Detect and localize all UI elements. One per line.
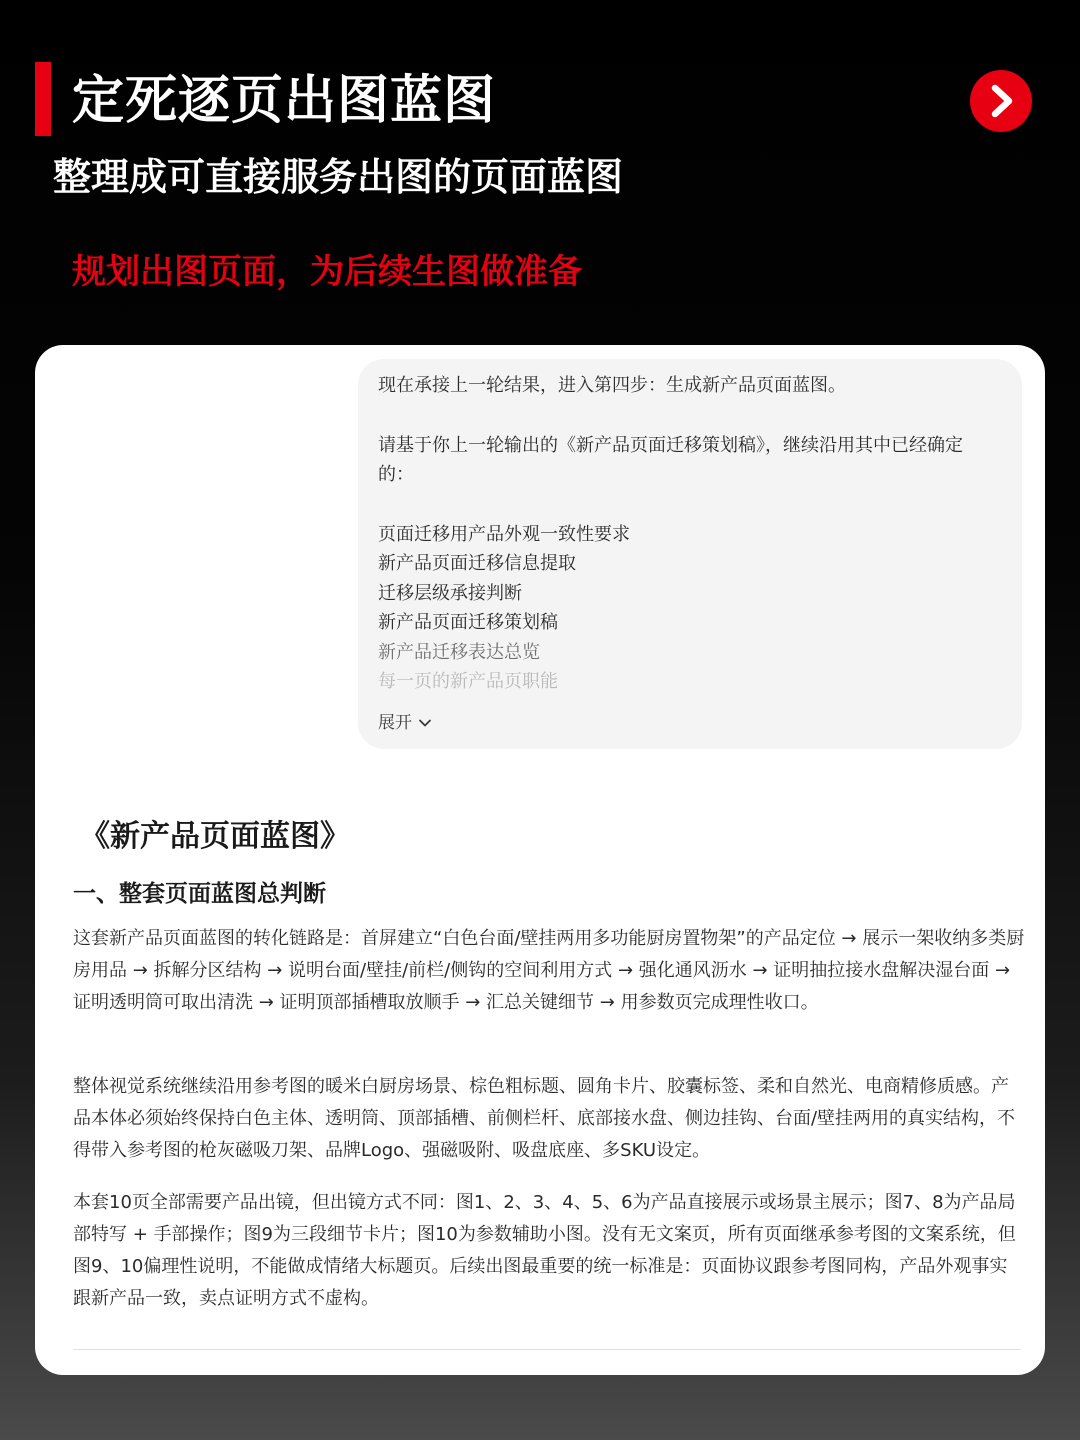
next-page-button[interactable] xyxy=(970,70,1032,132)
prompt-line: 新产品页面迁移策划稿 xyxy=(378,612,558,633)
body-paragraph: 这套新产品页面蓝图的转化链路是：首屏建立“白色台面/壁挂两用多功能厨房置物架”的产品定位 → 展示一架收纳多类厨房用品 → 拆解分区结构 → 说明台面/壁挂/前栏/侧钩的空间利用方式 → 强化通风沥水 → 证明抽拉接水盘解决湿台面 → 证明透明筒可取出清洗 → 证明顶部插槽取放顺手 → 汇总关键细节 → 用参数页完成理性收口。 xyxy=(73,928,1025,1013)
prompt-line: 页面迁移用产品外观一致性要求 xyxy=(378,523,630,545)
body-paragraph: 整体视觉系统继续沿用参考图的暖米白厨房场景、棕色粗标题、圆角卡片、胶囊标签、柔和自然光、电商精修质感。产品本体必须始终保持白色主体、透明筒、顶部插槽、前侧栏杆、底部接水盘、侧边挂钩、台面/壁挂两用的真实结构，不得带入参考图的枪灰磁吸刀架、品牌Logo、强磁吸附、吸盘底座、多SKU设定。 xyxy=(73,1076,1016,1161)
chevron-down-icon xyxy=(418,716,432,730)
prompt-line: 新产品迁移表达总览 xyxy=(378,641,540,663)
chat-content-card xyxy=(35,345,1045,1375)
document-title: 《新产品页面蓝图》 xyxy=(80,819,350,854)
user-prompt-bubble xyxy=(358,359,1022,749)
title-accent-bar xyxy=(35,62,51,136)
expand-label: 展开 xyxy=(378,713,412,733)
prompt-line: 迁移层级承接判断 xyxy=(378,582,522,604)
page-subtitle: 整理成可直接服务出图的页面蓝图 xyxy=(53,155,624,199)
section-heading: 一、整套页面蓝图总判断 xyxy=(73,881,326,907)
prompt-line: 请基于你上一轮输出的《新产品页面迁移策划稿》，继续沿用其中已经确定的： xyxy=(378,434,963,485)
page-tagline: 规划出图页面，为后续生图做准备 xyxy=(72,252,582,292)
chevron-right-icon xyxy=(984,84,1018,118)
expand-button[interactable] xyxy=(378,711,432,735)
page-title: 定死逐页出图蓝图 xyxy=(72,71,497,131)
body-paragraph: 本套10页全部需要产品出镜，但出镜方式不同：图1、2、3、4、5、6为产品直接展示或场景主展示；图7、8为产品局部特写 + 手部操作；图9为三段细节卡片；图10为参数辅助小图。没有无文案页，所有页面继承参考图的文案系统，但图9、10偏理性说明，不能做成情绪大标题页。后续出图最重要的统一标准是：页面协议跟参考图同构，产品外观事实跟新产品一致，卖点证明方式不虚构。 xyxy=(73,1192,1016,1309)
section-divider xyxy=(73,1349,1021,1350)
prompt-line: 每一页的新产品页职能 xyxy=(378,671,558,692)
prompt-line: 新产品页面迁移信息提取 xyxy=(378,553,576,574)
prompt-line: 现在承接上一轮结果，进入第四步：生成新产品页面蓝图。 xyxy=(378,375,846,396)
user-prompt-text xyxy=(378,371,998,697)
